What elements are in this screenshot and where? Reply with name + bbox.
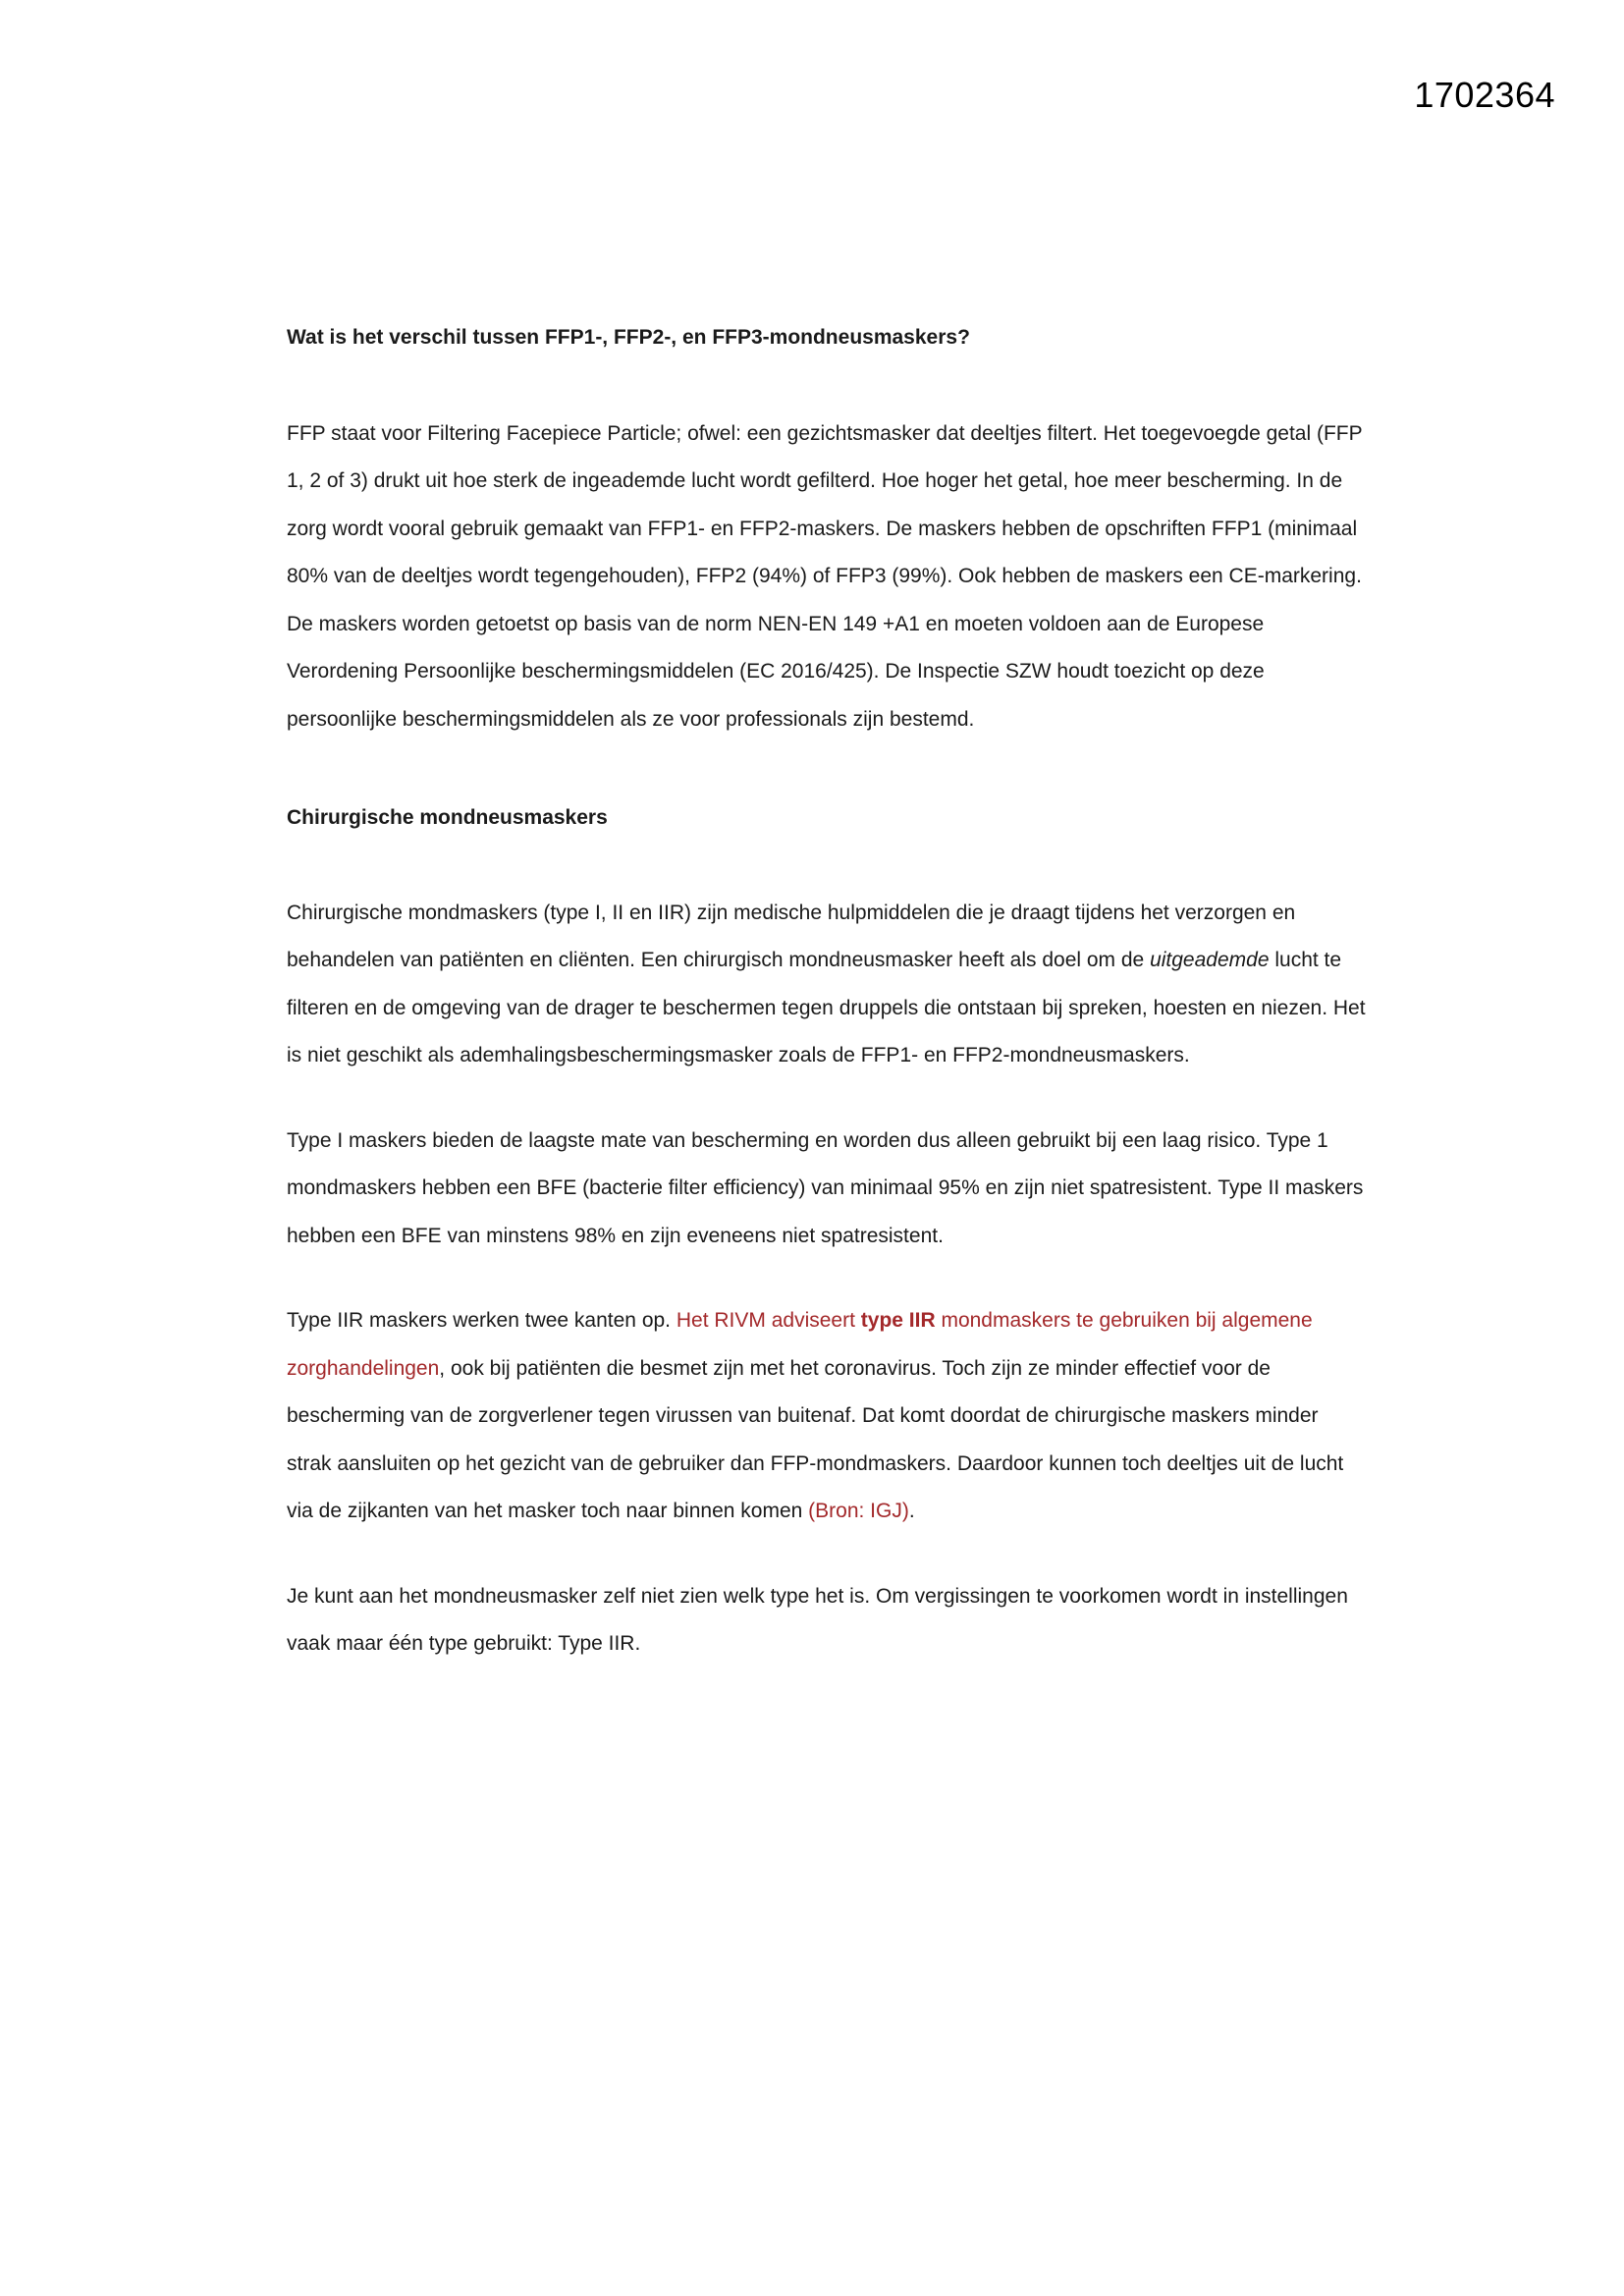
spacer	[287, 843, 1367, 890]
link-text-bold: type IIR	[860, 1309, 936, 1332]
text-run: , ook bij patiënten die besmet zijn met het coronavirus. Toch zijn ze minder effectief voor de bescherming van de zorgverlener tegen virussen van buitenaf. Dat komt doordat de chirurgische maskers minder strak aansluiten op het gezicht van de gebruiker dan FFP-mondmaskers. Daardoor kunnen toch deeltjes uit de lucht via de zijkanten van het masker toch naar binnen komen	[287, 1356, 1344, 1522]
spacer	[287, 1260, 1367, 1297]
spacer	[287, 362, 1367, 410]
paragraph-type-identification: Je kunt aan het mondneusmasker zelf niet zien welk type het is. Om vergissingen te voorkomen wordt in instellingen vaak maar één type gebruikt: Type IIR.	[287, 1584, 1348, 1655]
spacer	[287, 1080, 1367, 1118]
spacer	[287, 743, 1367, 794]
link-text: mondmaskers te gebruiken bij algemene zorghandelingen	[287, 1309, 1313, 1380]
paragraph-ffp-explanation: FFP staat voor Filtering Facepiece Particle; ofwel: een gezichtsmasker dat deeltjes filtert. Het toegevoegde getal (FFP 1, 2 of 3) drukt uit hoe sterk de ingeademde lucht wordt gefilterd. Hoe hoger het getal, hoe meer bescherming. In de zorg wordt vooral gebruik gemaakt van FFP1- en FFP2-maskers. De maskers hebben de opschriften FFP1 (minimaal 80% van de deeltjes wordt tegengehouden), FFP2 (94%) of FFP3 (99%). Ook hebben de maskers een CE-markering. De maskers worden getoetst op basis van de norm NEN-EN 149 +A1 en moeten voldoen aan de Europese Verordening Persoonlijke beschermingsmiddelen (EC 2016/425). De Inspectie SZW houdt toezicht op deze persoonlijke beschermingsmiddelen als ze voor professionals zijn bestemd.	[287, 421, 1363, 731]
document-number: 1702364	[1414, 75, 1555, 115]
text-run: Chirurgische mondmaskers (type I, II en IIR) zijn medische hulpmiddelen die je draagt tijdens het verzorgen en behandelen van patiënten en cliënten. Een chirurgisch mondneusmasker heeft als doel om de	[287, 901, 1296, 971]
document-body	[287, 314, 1367, 1668]
paragraph-surgical-intro	[287, 890, 1367, 1080]
spacer	[287, 1536, 1367, 1573]
text-run: Type IIR maskers werken twee kanten op.	[287, 1309, 677, 1332]
text-run: lucht te filteren en de omgeving van de drager te beschermen tegen druppels die ontstaan bij spreken, hoesten en niezen. Het is niet geschikt als ademhalingsbeschermingsmasker zoals de FFP1- en FFP2-mondneusmaskers.	[287, 949, 1366, 1066]
section-heading-surgical: Chirurgische mondneusmaskers	[287, 806, 608, 829]
link-text: Het RIVM adviseert	[676, 1309, 861, 1332]
section-heading-ffp: Wat is het verschil tussen FFP1-, FFP2-, en FFP3-mondneusmaskers?	[287, 326, 970, 349]
source-igj-link[interactable]: (Bron: IGJ)	[808, 1500, 909, 1522]
emphasis-uitgeademde: uitgeademde	[1150, 949, 1270, 971]
paragraph-type-iir	[287, 1297, 1367, 1536]
text-run: .	[908, 1500, 915, 1522]
paragraph-type-i-ii: Type I maskers bieden de laagste mate van bescherming en worden dus alleen gebruikt bij een laag risico. Type 1 mondmaskers hebben een BFE (bacterie filter efficiency) van minimaal 95% en zijn niet spatresistent. Type II maskers hebben een BFE van minstens 98% en zijn eveneens niet spatresistent.	[287, 1128, 1364, 1247]
